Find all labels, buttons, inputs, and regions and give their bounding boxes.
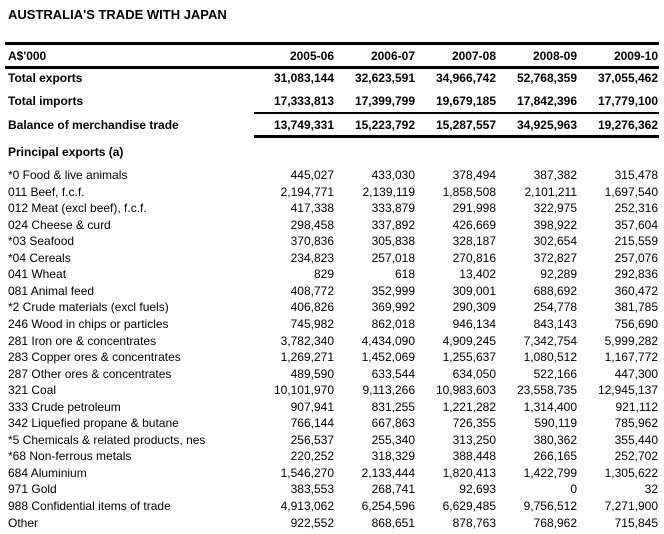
row-value: 9,756,512 — [523, 499, 577, 513]
row-value: 433,030 — [371, 168, 415, 182]
table-header-row — [8, 46, 658, 66]
table-row — [8, 480, 658, 498]
row-label: 321 Coal — [8, 383, 57, 398]
row-value: 667,863 — [371, 416, 415, 431]
row-label: 041 Wheat — [8, 267, 67, 282]
row-label: 281 Iron ore & concentrates — [8, 333, 157, 348]
row-label: *0 Food & live animals — [8, 168, 128, 182]
row-value: 383,553 — [290, 482, 334, 497]
row-value: 868,651 — [371, 515, 415, 530]
row-value: 322,975 — [533, 201, 577, 216]
row-value: 370,836 — [290, 234, 334, 249]
row-value: 378,494 — [452, 168, 496, 182]
row-value: 688,692 — [533, 283, 577, 298]
row-value: 1,269,271 — [280, 350, 334, 365]
row-value: 1,080,512 — [523, 350, 577, 365]
row-value: 862,018 — [371, 316, 415, 331]
row-label: 011 Beef, f.c.f. — [8, 184, 85, 199]
row-value: 10,101,970 — [273, 383, 334, 398]
row-value: 2,133,444 — [361, 465, 415, 480]
row-value: 352,999 — [371, 283, 415, 298]
row-value: 337,892 — [371, 217, 415, 232]
column-header: 2005-06 — [289, 49, 334, 63]
row-value: 357,604 — [614, 217, 658, 232]
row-value: 290,309 — [452, 300, 496, 315]
row-value: 0 — [570, 482, 577, 497]
row-label: 988 Confidential items of trade — [8, 499, 171, 513]
row-value: 2,194,771 — [280, 184, 334, 199]
row-value: 13,402 — [459, 267, 496, 282]
row-value: 1,255,637 — [442, 350, 496, 365]
row-label: *68 Non-ferrous metals — [8, 449, 132, 464]
balance-bottom-rule — [254, 135, 659, 138]
row-label: 333 Crude petroleum — [8, 399, 121, 414]
row-value: 234,823 — [290, 250, 334, 265]
row-value: 3,782,340 — [280, 333, 334, 348]
row-label: *04 Cereals — [8, 250, 71, 265]
row-value: 1,221,282 — [442, 399, 496, 414]
row-value: 756,690 — [614, 316, 658, 331]
row-value: 328,187 — [452, 234, 496, 249]
row-value: 256,537 — [290, 432, 334, 447]
page-title: AUSTRALIA'S TRADE WITH JAPAN — [8, 7, 227, 22]
row-value: 32,623,591 — [354, 71, 415, 85]
row-value: 489,590 — [290, 366, 334, 381]
row-value: 298,458 — [290, 217, 334, 232]
row-value: 37,055,462 — [597, 71, 658, 85]
row-value: 4,909,245 — [442, 333, 496, 348]
row-value: 215,559 — [614, 234, 658, 249]
row-value: 388,448 — [452, 449, 496, 464]
table-row — [8, 183, 658, 201]
row-value: 878,763 — [452, 515, 496, 530]
row-label: 342 Liquefied propane & butane — [8, 416, 179, 431]
row-label: Other — [8, 515, 39, 530]
row-value: 946,134 — [452, 316, 496, 331]
row-value: 4,913,062 — [280, 499, 334, 513]
row-value: 843,143 — [533, 316, 577, 331]
row-value: 921,112 — [615, 399, 658, 414]
row-value: 315,478 — [614, 168, 658, 182]
row-value: 52,768,359 — [516, 71, 577, 85]
section-heading — [8, 143, 658, 161]
row-value: 2,139,119 — [362, 184, 415, 199]
section-heading-text: Principal exports (a) — [8, 145, 124, 159]
row-value: 766,144 — [290, 416, 334, 431]
row-label: 684 Aluminium — [8, 465, 87, 480]
row-value: 17,399,799 — [354, 94, 415, 108]
row-value: 23,558,735 — [516, 383, 577, 398]
table-top-rule — [5, 42, 659, 45]
row-value: 10,983,603 — [435, 383, 496, 398]
row-value: 406,826 — [290, 300, 334, 315]
summary-row — [8, 92, 658, 110]
unit-label: A$'000 — [8, 49, 47, 63]
row-value: 426,669 — [452, 217, 496, 232]
row-value: 355,440 — [614, 432, 658, 447]
row-value: 1,697,540 — [604, 184, 658, 199]
table-row — [8, 232, 658, 250]
row-value: 726,355 — [452, 416, 496, 431]
table-row — [8, 216, 658, 234]
row-value: 1,546,270 — [280, 465, 334, 480]
column-header: 2007-08 — [451, 49, 496, 63]
row-value: 447,300 — [614, 366, 658, 381]
table-row — [8, 282, 658, 300]
table-row — [8, 315, 658, 333]
row-value: 291,998 — [452, 201, 496, 216]
row-value: 302,654 — [533, 234, 577, 249]
row-value: 1,167,772 — [604, 350, 658, 365]
row-value: 19,679,185 — [435, 94, 496, 108]
row-label: *2 Crude materials (excl fuels) — [8, 300, 169, 315]
table-row — [8, 398, 658, 416]
row-value: 1,858,508 — [442, 184, 496, 199]
table-row — [8, 514, 658, 532]
row-label: *5 Chemicals & related products, nes — [8, 432, 206, 447]
row-value: 2,101,211 — [524, 184, 577, 199]
table-row — [8, 166, 658, 184]
table-row — [8, 199, 658, 217]
table-row — [8, 249, 658, 267]
row-value: 270,816 — [452, 250, 496, 265]
row-value: 922,552 — [290, 515, 334, 530]
row-value: 252,702 — [614, 449, 658, 464]
row-value: 318,329 — [371, 449, 415, 464]
row-value: 17,779,100 — [597, 94, 658, 108]
row-value: 907,941 — [290, 399, 334, 414]
table-row — [8, 497, 658, 515]
row-value: 220,252 — [290, 449, 334, 464]
row-label: *03 Seafood — [8, 234, 75, 249]
table-row — [8, 348, 658, 366]
row-label: 012 Meat (excl beef), f.c.f. — [8, 201, 147, 216]
row-value: 34,925,963 — [516, 118, 577, 132]
row-value: 15,223,792 — [354, 118, 415, 132]
table-row — [8, 447, 658, 465]
row-label: Balance of merchandise trade — [8, 118, 179, 132]
row-value: 92,693 — [459, 482, 496, 497]
row-value: 1,452,069 — [361, 350, 415, 365]
row-value: 7,342,754 — [523, 333, 577, 348]
row-value: 380,362 — [533, 432, 577, 447]
row-label: 971 Gold — [8, 482, 57, 497]
row-value: 715,845 — [614, 515, 658, 530]
table-row — [8, 414, 658, 432]
row-label: Total exports — [8, 71, 83, 85]
row-value: 313,250 — [452, 432, 496, 447]
table-row — [8, 365, 658, 383]
row-value: 1,422,799 — [523, 465, 577, 480]
row-value: 522,166 — [533, 366, 577, 381]
table-row — [8, 381, 658, 399]
row-value: 34,966,742 — [435, 71, 496, 85]
row-label: 287 Other ores & concentrates — [8, 366, 172, 381]
row-value: 257,076 — [614, 250, 658, 265]
row-value: 17,842,396 — [516, 94, 577, 108]
row-value: 398,922 — [533, 217, 577, 232]
row-value: 9,113,266 — [362, 383, 415, 398]
row-value: 17,333,813 — [273, 94, 334, 108]
row-value: 7,271,900 — [604, 499, 658, 513]
row-value: 266,165 — [533, 449, 577, 464]
row-value: 292,836 — [614, 267, 658, 282]
row-value: 15,287,557 — [435, 118, 496, 132]
row-value: 634,050 — [452, 366, 496, 381]
row-value: 12,945,137 — [597, 383, 658, 398]
row-value: 417,338 — [290, 201, 334, 216]
row-value: 309,001 — [452, 283, 496, 298]
row-label: 246 Wood in chips or particles — [8, 316, 169, 331]
row-value: 92,289 — [540, 267, 577, 282]
table-row — [8, 265, 658, 283]
table-row — [8, 298, 658, 316]
row-value: 745,982 — [290, 316, 334, 331]
row-value: 254,778 — [533, 300, 577, 315]
row-value: 829 — [313, 267, 334, 282]
row-value: 445,027 — [290, 168, 334, 182]
row-value: 32 — [644, 482, 658, 497]
row-value: 785,962 — [614, 416, 658, 431]
row-value: 4,434,090 — [361, 333, 415, 348]
row-value: 257,018 — [371, 250, 415, 265]
row-value: 618 — [394, 267, 415, 282]
table-row — [8, 464, 658, 482]
column-header: 2009-10 — [613, 49, 658, 63]
column-header: 2008-09 — [532, 49, 577, 63]
row-value: 372,827 — [533, 250, 577, 265]
row-value: 13,749,331 — [273, 118, 334, 132]
row-value: 633,544 — [371, 366, 415, 381]
row-value: 252,316 — [614, 201, 658, 216]
row-label: 024 Cheese & curd — [8, 217, 111, 232]
row-value: 369,992 — [371, 300, 415, 315]
row-label: 081 Animal feed — [8, 283, 95, 298]
row-value: 305,838 — [371, 234, 415, 249]
row-value: 6,254,596 — [361, 499, 415, 513]
row-label: Total imports — [8, 94, 84, 108]
row-value: 590,119 — [534, 416, 577, 431]
row-value: 268,741 — [371, 482, 415, 497]
row-value: 6,629,485 — [442, 499, 496, 513]
row-value: 408,772 — [290, 283, 334, 298]
row-value: 387,382 — [533, 168, 577, 182]
row-value: 1,820,413 — [442, 465, 496, 480]
row-value: 381,785 — [614, 300, 658, 315]
row-label: 283 Copper ores & concentrates — [8, 350, 181, 365]
row-value: 19,276,362 — [597, 118, 658, 132]
summary-row — [8, 69, 658, 87]
row-value: 1,314,400 — [523, 399, 577, 414]
row-value: 831,255 — [371, 399, 415, 414]
row-value: 255,340 — [371, 432, 415, 447]
row-value: 333,879 — [371, 201, 415, 216]
table-row — [8, 431, 658, 449]
row-value: 1,305,622 — [604, 465, 658, 480]
row-value: 768,962 — [533, 515, 577, 530]
table-row — [8, 332, 658, 350]
column-header: 2006-07 — [370, 49, 415, 63]
row-value: 31,083,144 — [273, 71, 334, 85]
summary-row — [8, 116, 658, 134]
balance-top-rule — [254, 112, 659, 114]
row-value: 5,999,282 — [604, 333, 658, 348]
row-value: 360,472 — [614, 283, 658, 298]
